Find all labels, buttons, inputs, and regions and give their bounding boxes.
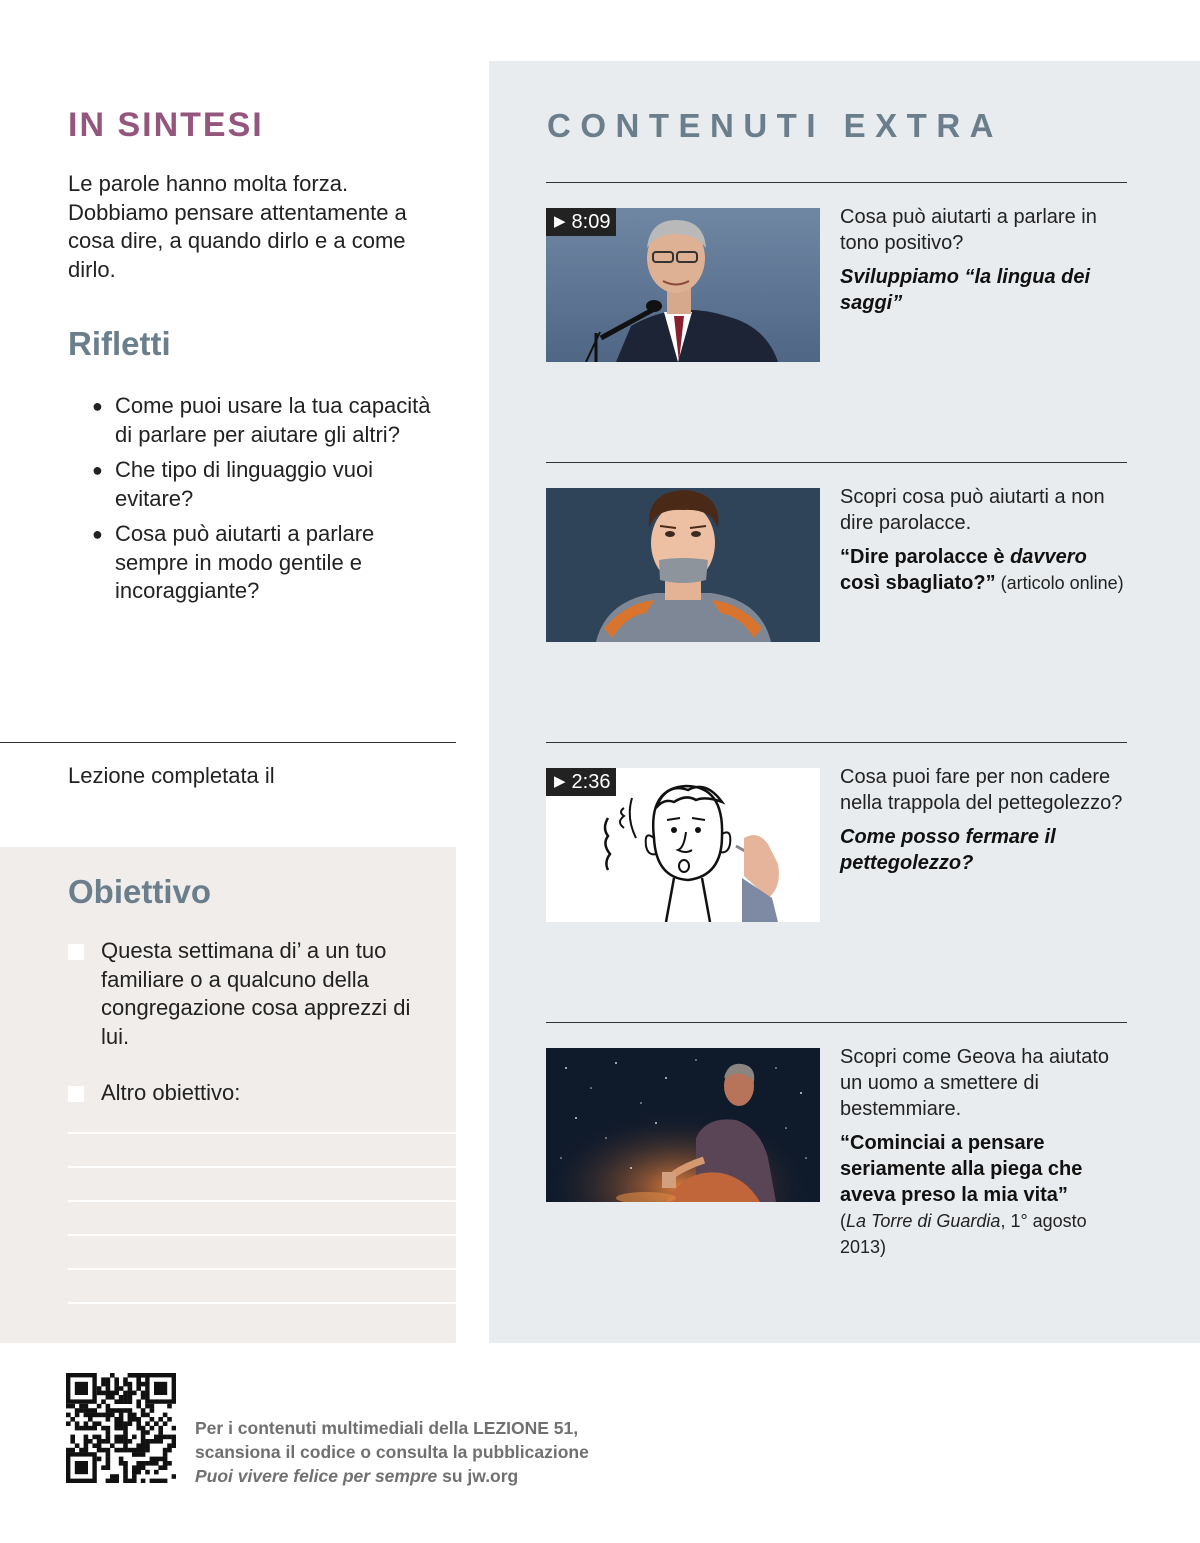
write-line[interactable] bbox=[68, 1132, 456, 1134]
divider bbox=[546, 182, 1127, 183]
goal-item bbox=[68, 1079, 438, 1108]
write-line[interactable] bbox=[68, 1302, 456, 1304]
divider bbox=[0, 742, 456, 743]
media-item bbox=[546, 462, 1127, 742]
checkbox-icon[interactable] bbox=[68, 1086, 84, 1102]
media-item bbox=[546, 1022, 1127, 1302]
media-description: Cosa può aiutarti a parlare in tono positivo? Sviluppiamo “la lingua dei saggi” bbox=[840, 204, 1130, 316]
article-thumbnail[interactable] bbox=[546, 1048, 820, 1202]
article-thumbnail[interactable] bbox=[546, 488, 820, 642]
divider bbox=[546, 1022, 1127, 1023]
write-line[interactable] bbox=[68, 1268, 456, 1270]
reflect-title: Rifletti bbox=[68, 325, 171, 362]
footer-note: Per i contenuti multimediali della LEZIONE 51, scansiona il codice o consulta la pubblicazione Puoi vivere felice per sempre su jw.org bbox=[195, 1418, 589, 1486]
write-line[interactable] bbox=[68, 1234, 456, 1236]
play-icon: ▶ bbox=[554, 773, 566, 790]
summary-title: IN SINTESI bbox=[68, 106, 264, 144]
bullet-icon: ● bbox=[92, 524, 103, 544]
goal-box bbox=[0, 847, 456, 1343]
divider bbox=[546, 742, 1127, 743]
write-line[interactable] bbox=[68, 1200, 456, 1202]
video-duration: ▶ 2:36 bbox=[546, 768, 616, 796]
extra-content-panel bbox=[489, 61, 1200, 1343]
lesson-completed-label: Lezione completata il bbox=[68, 763, 275, 788]
goal-text: Questa settimana di’ a un tuo familiare o a qualcuno della congregazione cosa apprezzi di lui. bbox=[101, 938, 411, 1049]
bullet-icon: ● bbox=[92, 460, 103, 480]
video-thumbnail[interactable] bbox=[546, 208, 820, 362]
extra-title: CONTENUTI EXTRA bbox=[547, 107, 1003, 144]
media-description: Scopri come Geova ha aiutato un uomo a smettere di bestemmiare. “Cominciai a pensare seriamente alla piega che aveva preso la mia vita” (La Torre di Guardia, 1° agosto 2013) bbox=[840, 1044, 1130, 1260]
goal-text: Altro obiettivo: bbox=[101, 1080, 241, 1105]
media-title-link[interactable]: Sviluppiamo “la lingua dei saggi” bbox=[840, 266, 1091, 314]
media-title-link[interactable]: Come posso fermare il pettegolezzo? bbox=[840, 826, 1056, 874]
qr-code-icon[interactable] bbox=[66, 1373, 176, 1483]
video-duration: ▶ 8:09 bbox=[546, 208, 616, 236]
media-item bbox=[546, 742, 1127, 1022]
media-item bbox=[546, 182, 1127, 462]
write-line[interactable] bbox=[68, 1166, 456, 1168]
divider bbox=[546, 462, 1127, 463]
reflect-question: ● Cosa può aiutarti a parlare sempre in modo gentile e incoraggiante? bbox=[92, 521, 375, 603]
media-description: Scopri cosa può aiutarti a non dire parolacce. “Dire parolacce è davvero così sbagliato?” (articolo online) bbox=[840, 484, 1130, 596]
goal-item bbox=[68, 937, 438, 1051]
media-source-note: (La Torre di Guardia, 1° agosto 2013) bbox=[840, 1211, 1087, 1257]
summary-text: Le parole hanno molta forza. Dobbiamo pensare attentamente a cosa dire, a quando dirlo e a come dirlo. bbox=[68, 171, 407, 282]
media-description: Cosa puoi fare per non cadere nella trappola del pettegolezzo? Come posso fermare il pettegolezzo? bbox=[840, 764, 1130, 876]
reflect-questions bbox=[92, 392, 452, 613]
bullet-icon: ● bbox=[92, 396, 103, 416]
media-title-link[interactable]: “Cominciai a pensare seriamente alla piega che aveva preso la mia vita” bbox=[840, 1132, 1083, 1206]
summary-column bbox=[0, 0, 456, 1343]
checkbox-icon[interactable] bbox=[68, 944, 84, 960]
media-title-link[interactable]: “Dire parolacce è davvero così sbagliato?” (articolo online) bbox=[840, 546, 1124, 594]
reflect-question: ● Che tipo di linguaggio vuoi evitare? bbox=[92, 457, 374, 511]
goal-title: Obiettivo bbox=[68, 873, 212, 910]
video-thumbnail[interactable] bbox=[546, 768, 820, 922]
reflect-question: ● Come puoi usare la tua capacità di parlare per aiutare gli altri? bbox=[92, 393, 431, 447]
play-icon: ▶ bbox=[554, 213, 566, 230]
